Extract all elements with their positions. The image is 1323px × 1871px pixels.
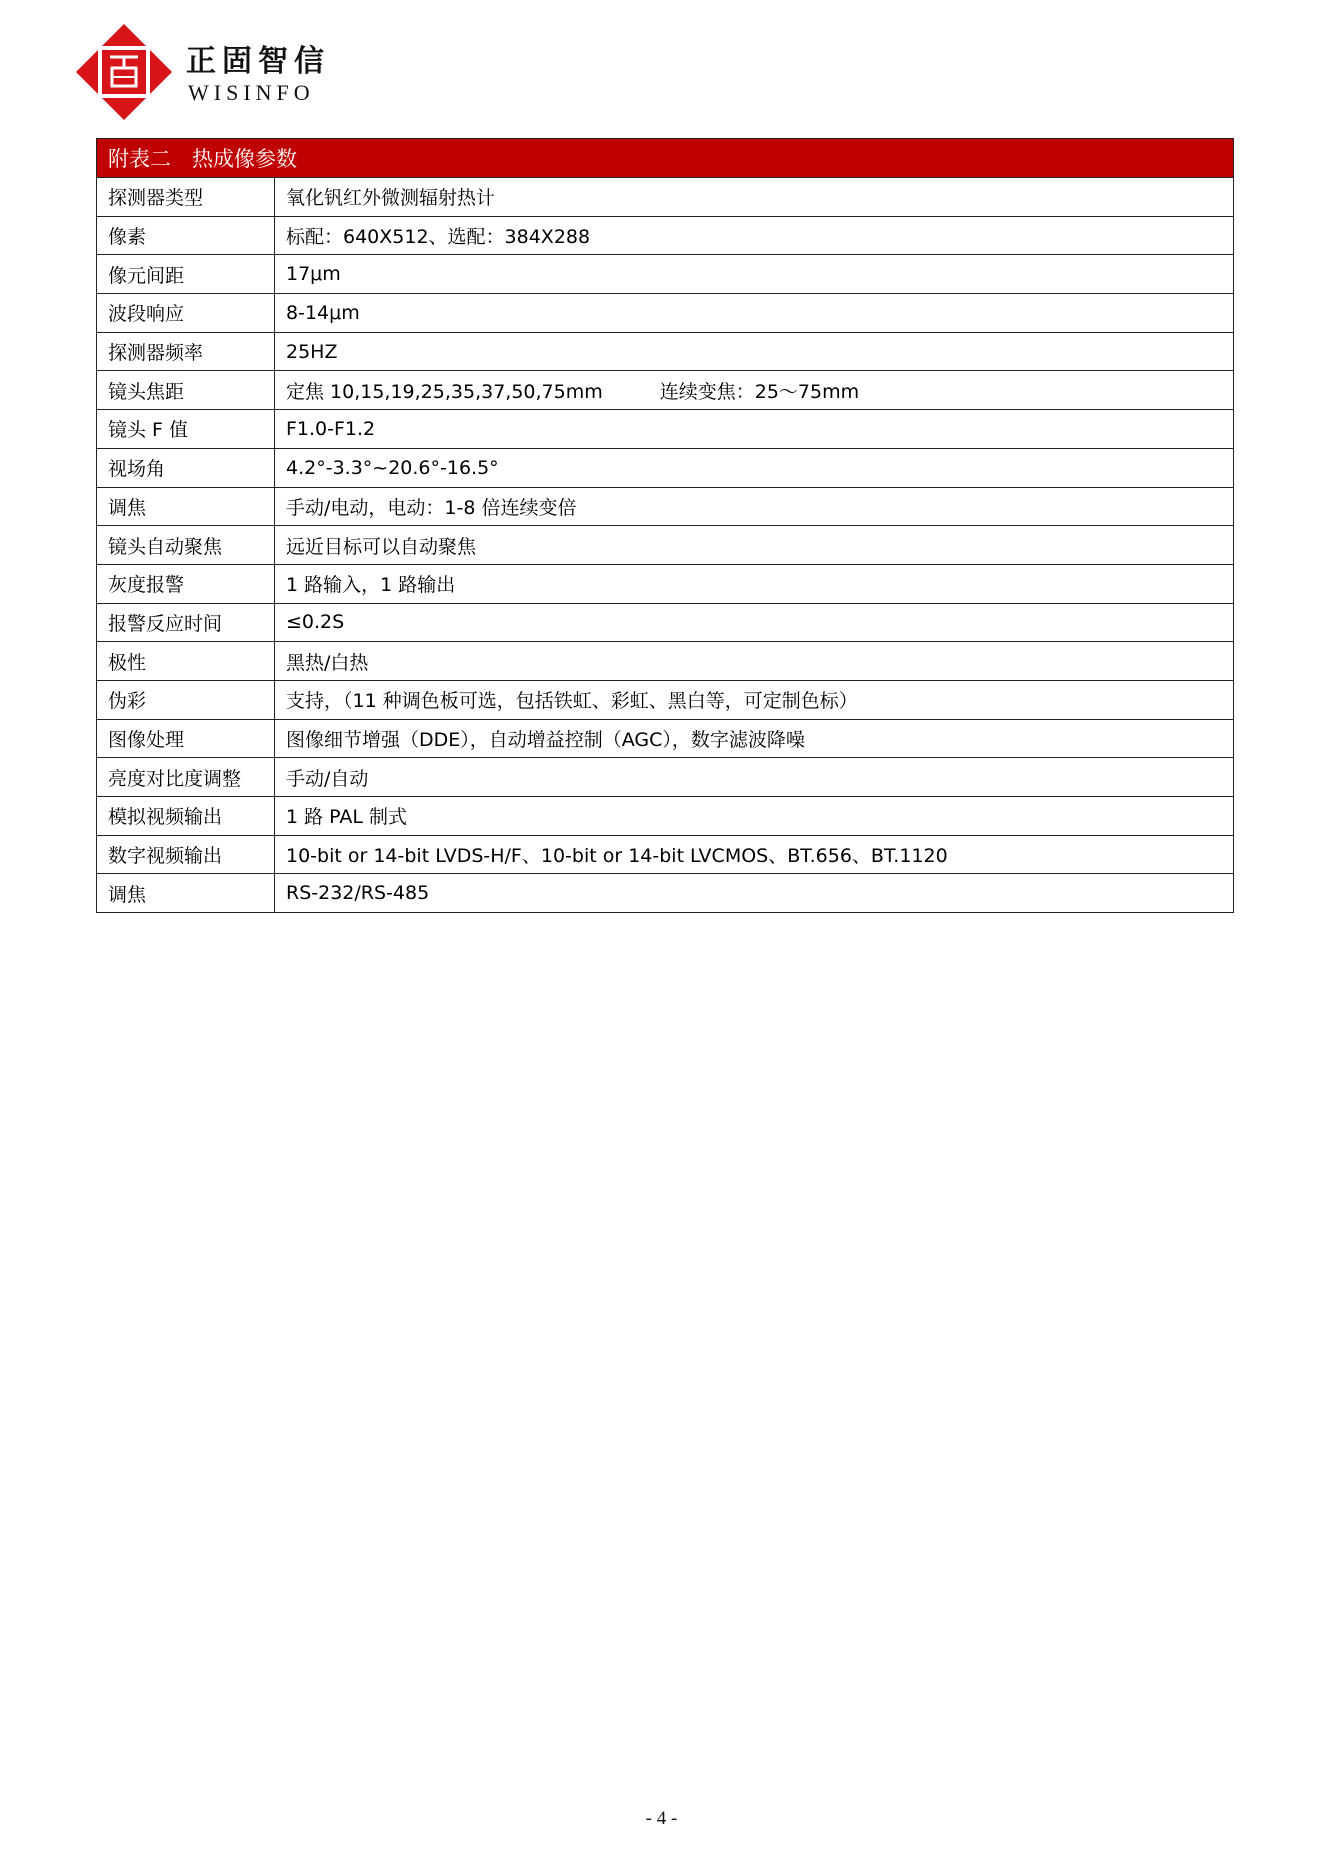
- table-row: [97, 178, 1234, 217]
- spec-label: 视场角: [97, 448, 275, 487]
- spec-label: 图像处理: [97, 719, 275, 758]
- spec-value: RS-232/RS-485: [275, 874, 1234, 913]
- spec-value: 4.2°-3.3°~20.6°-16.5°: [275, 448, 1234, 487]
- table-row: [97, 797, 1234, 836]
- spec-label: 像素: [97, 216, 275, 255]
- spec-label: 探测器类型: [97, 178, 275, 217]
- spec-value: 10-bit or 14-bit LVDS-H/F、10-bit or 14-bit LVCMOS、BT.656、BT.1120: [275, 835, 1234, 874]
- table-row: [97, 410, 1234, 449]
- spec-value: 定焦 10,15,19,25,35,37,50,75mm 连续变焦：25～75mm: [275, 371, 1234, 410]
- table-row: [97, 526, 1234, 565]
- table-title: 附表二 热成像参数: [97, 139, 1234, 178]
- spec-label: 镜头焦距: [97, 371, 275, 410]
- table-row: [97, 642, 1234, 681]
- page-number: - 4 -: [645, 1808, 678, 1829]
- table-row: [97, 680, 1234, 719]
- spec-value: 标配：640X512、选配：384X288: [275, 216, 1234, 255]
- spec-label: 调焦: [97, 487, 275, 526]
- spec-label: 伪彩: [97, 680, 275, 719]
- table-row: [97, 874, 1234, 913]
- table-row: [97, 835, 1234, 874]
- thermal-imaging-spec-table: [96, 138, 1234, 913]
- spec-value: 黑热/白热: [275, 642, 1234, 681]
- spec-value: ≤0.2S: [275, 603, 1234, 642]
- company-logo: [74, 22, 374, 122]
- spec-label: 极性: [97, 642, 275, 681]
- spec-label: 灰度报警: [97, 564, 275, 603]
- spec-value: 17μm: [275, 255, 1234, 294]
- table-row: [97, 719, 1234, 758]
- table-row: [97, 216, 1234, 255]
- spec-value: 手动/自动: [275, 758, 1234, 797]
- spec-label: 波段响应: [97, 294, 275, 333]
- spec-value: 支持，（11 种调色板可选，包括铁虹、彩虹、黑白等，可定制色标）: [275, 680, 1234, 719]
- table-row: [97, 564, 1234, 603]
- table-row: [97, 758, 1234, 797]
- spec-label: 模拟视频输出: [97, 797, 275, 836]
- spec-value: 1 路 PAL 制式: [275, 797, 1234, 836]
- spec-value: 手动/电动，电动：1-8 倍连续变倍: [275, 487, 1234, 526]
- spec-label: 调焦: [97, 874, 275, 913]
- spec-label: 镜头自动聚焦: [97, 526, 275, 565]
- spec-value: 氧化钒红外微测辐射热计: [275, 178, 1234, 217]
- table-row: [97, 294, 1234, 333]
- spec-value: 25HZ: [275, 332, 1234, 371]
- logo-emblem-icon: [74, 22, 174, 122]
- spec-label: 像元间距: [97, 255, 275, 294]
- spec-label: 探测器频率: [97, 332, 275, 371]
- spec-value: 8-14μm: [275, 294, 1234, 333]
- logo-english-name: WISINFO: [188, 80, 315, 105]
- table-row: [97, 603, 1234, 642]
- spec-label: 亮度对比度调整: [97, 758, 275, 797]
- logo-chinese-name: 正固智信: [186, 44, 330, 79]
- table-row: [97, 255, 1234, 294]
- table-row: [97, 487, 1234, 526]
- spec-value: 远近目标可以自动聚焦: [275, 526, 1234, 565]
- table-row: [97, 332, 1234, 371]
- spec-value: F1.0-F1.2: [275, 410, 1234, 449]
- spec-value: 图像细节增强（DDE），自动增益控制（AGC），数字滤波降噪: [275, 719, 1234, 758]
- spec-label: 镜头 F 值: [97, 410, 275, 449]
- table-row: [97, 371, 1234, 410]
- table-title-row: [97, 139, 1234, 178]
- table-row: [97, 448, 1234, 487]
- spec-label: 数字视频输出: [97, 835, 275, 874]
- spec-label: 报警反应时间: [97, 603, 275, 642]
- spec-value: 1 路输入，1 路输出: [275, 564, 1234, 603]
